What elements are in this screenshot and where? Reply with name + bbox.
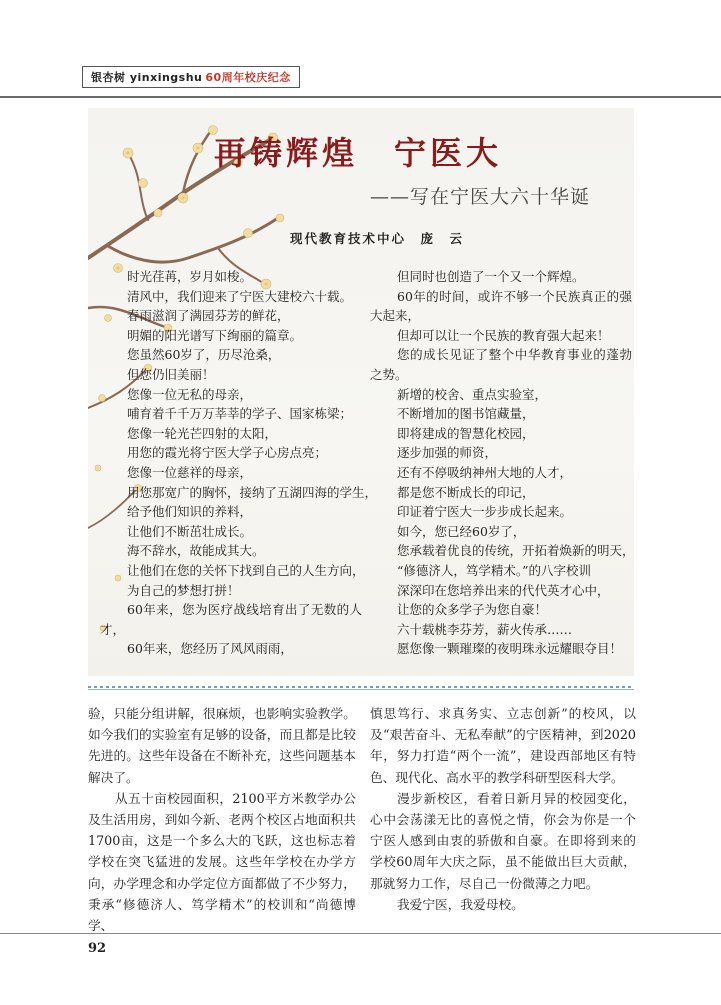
poem-line: 您像一位慈祥的母亲， [127, 464, 253, 480]
poem-line: 春雨滋润了满园芬芳的鲜花， [127, 308, 290, 324]
poem-line: 让他们在您的关怀下找到自己的人生方向， [127, 562, 365, 578]
poem-line: 用您的霞光将宁医大学子心房点亮； [127, 445, 328, 461]
poem-line: 愿您像一颗璀璨的夜明珠永远耀眼夺目！ [397, 641, 623, 657]
poem-line: 给予他们知识的养料， [127, 504, 253, 520]
poem-author: 现代教育技术中心 庞 云 [290, 231, 465, 246]
poem-paragraph: 60年来，您为医疗战线培育出了无数的人才， [100, 602, 362, 637]
poem-title: 再铸辉煌 宁医大 [214, 134, 503, 172]
article-paragraph: 验，只能分组讲解，很麻烦，也影响实验教学。如今我们的实验室有足够的设备，而且都是比较先进的。这些年设备在不断补充，这些问题基本解决了。 [88, 706, 356, 785]
article-left-column [88, 703, 356, 936]
poem-line: 如今，您已经60岁了， [397, 523, 526, 539]
poem-line: 您承载着优良的传统，开拓着焕新的明天， [397, 543, 635, 559]
poem-line: 深深印在您培养出来的代代英才心中， [397, 582, 610, 598]
poem-line: 为自己的梦想打拼！ [127, 582, 240, 598]
article-paragraph: 我爱宁医，我爱母校。 [397, 896, 524, 912]
poem-line: 让您的众多学子为您自豪！ [397, 602, 548, 618]
poem-line: 但却可以让一个民族的教育强大起来！ [397, 327, 610, 343]
header-tag-main: 银杏树 yinxingshu [91, 71, 203, 84]
poem-line: 让他们不断茁壮成长。 [127, 523, 253, 539]
poem-left-column [100, 267, 378, 659]
poem-line: 印证着宁医大一步步成长起来。 [397, 504, 573, 520]
article-paragraph: 慎思笃行、求真务实、立志创新”的校风，以及“艰苦奋斗、无私奉献”的宁医精神，到2020年，努力打造“两个一流”，建设西部地区有特色、现代化、高水平的教学科研型医科大学。 [370, 706, 636, 785]
poem-line: 您像一位无私的母亲， [127, 386, 253, 402]
poem-line: 即将建成的智慧化校园， [397, 425, 535, 441]
poem-line: 时光荏苒，岁月如梭。 [127, 269, 253, 284]
poem-line: 用您那宽广的胸怀，接纳了五湖四海的学生， [127, 484, 378, 500]
poem-paragraph: 60年的时间，或许不够一个民族真正的强大起来， [370, 288, 632, 324]
poem-line: 明媚的阳光谱写下绚丽的篇章。 [127, 327, 303, 343]
poem-line: 您虽然60岁了，历尽沧桑， [127, 347, 281, 363]
page-number: 92 [88, 941, 107, 956]
footer-rule [0, 933, 721, 934]
poem-line: 都是您不断成长的印记， [397, 484, 535, 500]
poem-line: 新增的校舍、重点实验室， [397, 386, 548, 402]
poem-line: “修德济人，笃学精术。”的八字校训 [397, 562, 592, 578]
article-paragraph: 漫步新校区，看着日新月异的校园变化，心中会荡漾无比的喜悦之情，你会为你是一个宁医人感到由衷的骄傲和自豪。在即将到来的学校60周年大庆之际，虽不能做出巨大贡献，那就努力工作，尽自己一份微薄之力吧。 [370, 790, 636, 891]
header-tag [82, 66, 300, 88]
decorative-divider [88, 683, 634, 691]
poem-right-column [370, 267, 635, 659]
poem-line: 但您仍旧美丽！ [127, 366, 215, 382]
article-paragraph: 从五十亩校园面积，2100平方米教学办公及生活用房，到如今新、老两个校区占地面积共1700亩，这是一个多么大的飞跃，这也标志着学校在突飞猛进的发展。这些年学校在办学方向，办学理念和办学定位方面都做了不少努力，秉承“修德济人、笃学精术”的校训和“尚德博学、 [88, 790, 356, 934]
poem-subtitle: ——写在宁医大六十华诞 [370, 186, 591, 208]
header-tag-sub: 60周年校庆纪念 [205, 71, 291, 84]
article-right-column [370, 703, 636, 915]
poem-line: 但同时也创造了一个又一个辉煌。 [397, 269, 585, 284]
poem-line: 您像一轮光芒四射的太阳， [127, 425, 278, 441]
poem-line: 六十载桃李芬芳，薪火传承…… [397, 621, 573, 637]
poem-line: 还有不停吸纳神州大地的人才， [397, 464, 573, 480]
header-rule [0, 96, 721, 98]
poem-paragraph: 您的成长见证了整个中华教育事业的蓬勃之势。 [370, 347, 632, 382]
poem-line: 哺育着千千万万莘莘的学子、国家栋梁； [127, 406, 353, 422]
poem-line: 逐步加强的师资， [397, 445, 498, 461]
poem-line: 清风中，我们迎来了宁医大建校六十载。 [127, 288, 353, 304]
poem-line: 海不辞水，故能成其大。 [127, 543, 265, 559]
poem-line: 不断增加的图书馆藏量， [397, 406, 535, 422]
poem-line: 60年来，您经历了风风雨雨， [127, 641, 293, 657]
